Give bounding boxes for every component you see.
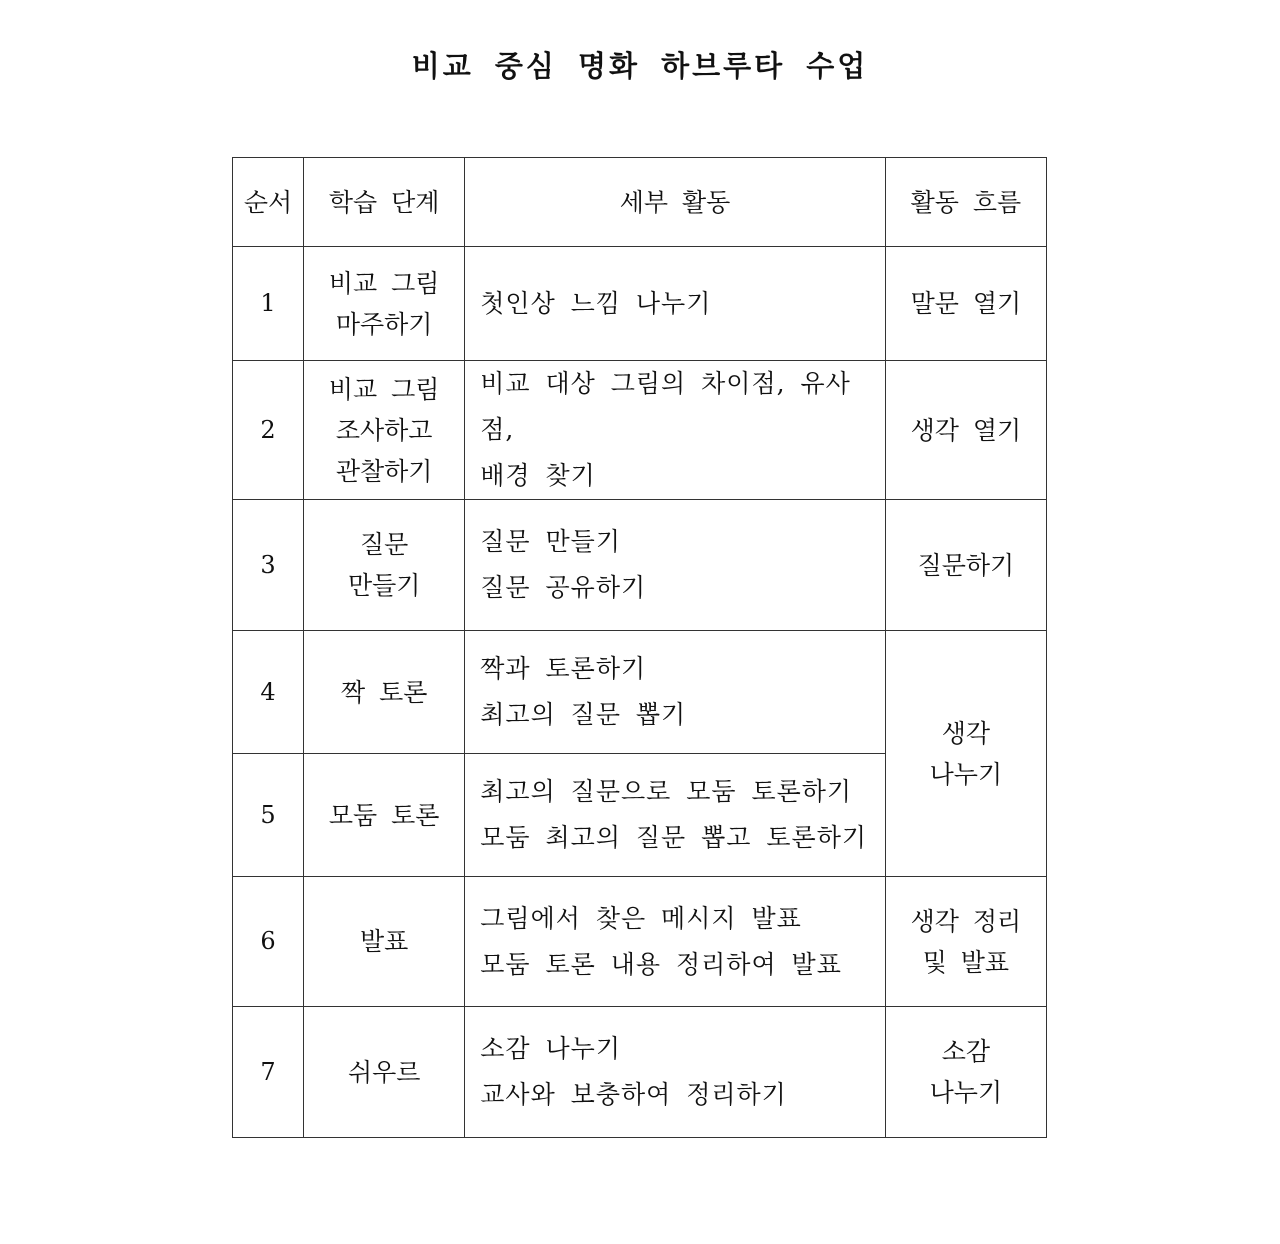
flow-cell (885, 631, 1046, 877)
stage-line: 만들기 (347, 571, 421, 600)
flow-cell (885, 247, 1046, 361)
table-row (233, 500, 1047, 631)
header-detail: 세부 활동 (465, 158, 886, 247)
stage-cell (304, 247, 465, 361)
detail-cell (465, 500, 886, 631)
detail-line: 소감 나누기 (480, 1034, 621, 1063)
detail-line: 질문 만들기 (480, 527, 621, 556)
order-cell: 5 (233, 754, 304, 877)
stage-line: 짝 토론 (340, 677, 428, 707)
detail-line: 모둠 토론 내용 정리하여 발표 (480, 949, 842, 979)
order-cell: 3 (233, 500, 304, 631)
flow-line: 생각 열기 (910, 415, 1022, 445)
stage-line: 모둠 토론 (328, 800, 440, 830)
header-flow: 활동 흐름 (885, 158, 1046, 247)
order-cell: 4 (233, 631, 304, 754)
detail-line: 배경 찾기 (480, 461, 596, 490)
detail-line: 짝과 토론하기 (480, 654, 647, 683)
table-row (233, 631, 1047, 754)
page-title: 비교 중심 명화 하브루타 수업 (411, 49, 869, 83)
stage-line: 비교 그림 (328, 268, 440, 298)
detail-cell (465, 631, 886, 754)
header-stage: 학습 단계 (304, 158, 465, 247)
stage-line: 마주하기 (335, 309, 433, 339)
stage-line: 관찰하기 (335, 456, 433, 486)
stage-line: 발표 (360, 927, 409, 956)
detail-cell (465, 877, 886, 1007)
stage-cell (304, 877, 465, 1007)
flow-line: 생각 정리 (910, 906, 1022, 936)
detail-line: 최고의 질문으로 모둠 토론하기 (480, 777, 853, 806)
stage-line: 쉬우르 (347, 1057, 421, 1087)
order-cell: 6 (233, 877, 304, 1007)
flow-cell (885, 877, 1046, 1007)
detail-cell (465, 1007, 886, 1138)
table-header-row (233, 158, 1047, 247)
stage-line: 비교 그림 (328, 374, 440, 404)
table-row (233, 877, 1047, 1007)
detail-line: 질문 공유하기 (480, 573, 647, 602)
header-order: 순서 (233, 158, 304, 247)
flow-cell (885, 1007, 1046, 1138)
order-cell: 2 (233, 361, 304, 500)
detail-line: 최고의 질문 뽑기 (480, 700, 687, 729)
stage-cell (304, 631, 465, 754)
stage-cell (304, 754, 465, 877)
detail-line: 비교 대상 그림의 차이점, 유사점, (480, 369, 851, 444)
order-cell: 7 (233, 1007, 304, 1138)
stage-cell (304, 361, 465, 500)
stage-line: 질문 (360, 530, 409, 559)
detail-line: 모둠 최고의 질문 뽑고 토론하기 (480, 823, 868, 852)
stage-cell (304, 500, 465, 631)
flow-line: 나누기 (929, 759, 1003, 789)
flow-line: 나누기 (929, 1078, 1003, 1107)
flow-cell (885, 500, 1046, 631)
order-cell: 1 (233, 247, 304, 361)
table-row (233, 361, 1047, 500)
flow-line: 및 발표 (922, 947, 1010, 977)
table-row (233, 1007, 1047, 1138)
detail-cell (465, 247, 886, 361)
stage-line: 조사하고 (335, 415, 433, 445)
flow-line: 생각 (941, 718, 991, 748)
lesson-table (232, 157, 1047, 1138)
detail-line: 그림에서 찾은 메시지 발표 (480, 903, 802, 933)
detail-cell (465, 754, 886, 877)
flow-line: 말문 열기 (910, 289, 1022, 318)
stage-cell (304, 1007, 465, 1138)
detail-cell (465, 361, 886, 500)
flow-line: 질문하기 (917, 550, 1015, 580)
detail-line: 첫인상 느낌 나누기 (480, 288, 712, 318)
flow-line: 소감 (941, 1037, 991, 1066)
detail-line: 교사와 보충하여 정리하기 (480, 1080, 787, 1109)
flow-cell (885, 361, 1046, 500)
table-row (233, 247, 1047, 361)
